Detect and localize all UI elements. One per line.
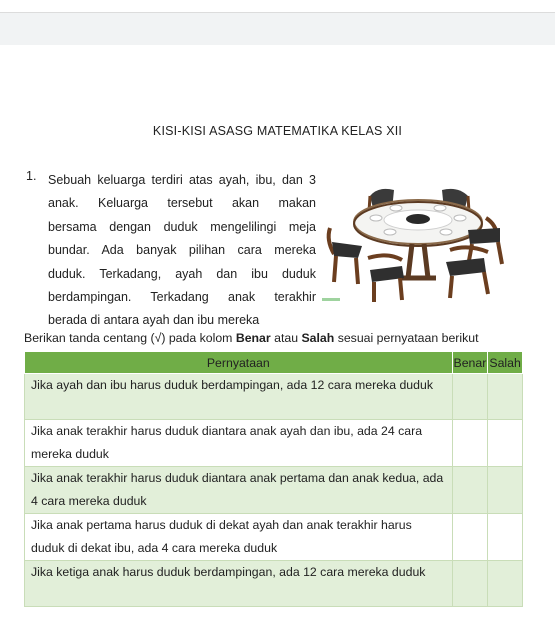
header-benar: Benar (452, 352, 488, 374)
benar-checkbox-cell[interactable] (452, 561, 488, 607)
instruction-suffix: sesuai pernyataan berikut (334, 331, 479, 345)
question-number: 1. (26, 169, 37, 183)
salah-checkbox-cell[interactable] (488, 467, 523, 514)
question-line: berada di antara ayah dan ibu mereka (48, 313, 260, 328)
benar-checkbox-cell[interactable] (452, 514, 488, 561)
statement-cell: Jika anak terakhir harus duduk diantara anak ayah dan ibu, ada 24 cara mereka duduk (25, 420, 453, 467)
instruction-text (24, 331, 544, 345)
table-row (25, 514, 523, 561)
top-bar (0, 0, 555, 12)
instruction-prefix: Berikan tanda centang (√) pada kolom (24, 331, 236, 345)
table-row (25, 467, 523, 514)
round-dining-table-image (318, 166, 518, 306)
statements-table (24, 351, 523, 607)
salah-checkbox-cell[interactable] (488, 420, 523, 467)
statement-cell: Jika ketiga anak harus duduk berdampingan, ada 12 cara mereka duduk (25, 561, 453, 607)
salah-checkbox-cell[interactable] (488, 561, 523, 607)
benar-checkbox-cell[interactable] (452, 420, 488, 467)
header-pernyataan: Pernyataan (25, 352, 453, 374)
question-line: Sebuah keluarga terdiri atas ayah, ibu, dan 3 (48, 173, 316, 187)
table-row (25, 420, 523, 467)
statement-cell: Jika anak terakhir harus duduk diantara anak pertama dan anak kedua, ada 4 cara mereka duduk (25, 467, 453, 514)
document-title: KISI-KISI ASASG MATEMATIKA KELAS XII (152, 124, 403, 138)
statement-cell: Jika ayah dan ibu harus duduk berdampingan, ada 12 cara mereka duduk (25, 374, 453, 420)
benar-checkbox-cell[interactable] (452, 467, 488, 514)
question-line: bersama dengan duduk mengelilingi meja (48, 219, 316, 234)
benar-checkbox-cell[interactable] (452, 374, 488, 420)
statement-cell: Jika anak pertama harus duduk di dekat ayah dan anak terakhir harus duduk di dekat ibu, ada 4 cara mereka duduk (25, 514, 453, 561)
chair-front-right (446, 247, 488, 298)
table-row (25, 561, 523, 607)
salah-checkbox-cell[interactable] (488, 514, 523, 561)
question-line: duduk. Terkadang, ayah dan ibu duduk (48, 266, 316, 281)
salah-checkbox-cell[interactable] (488, 374, 523, 420)
chair-front-left (368, 255, 404, 302)
toolbar-band (0, 12, 555, 45)
instruction-middle: atau (270, 331, 302, 345)
question-line: bundar. Ada banyak pilihan cara mereka (48, 243, 316, 258)
chair-left (329, 228, 362, 284)
hot-pot (406, 214, 430, 224)
instruction-salah: Salah (301, 331, 335, 345)
table-base (400, 244, 436, 278)
question-line: anak. Keluarga tersebut akan makan (48, 196, 316, 211)
header-salah: Salah (488, 352, 523, 374)
question-line: berdampingan. Terkadang anak terakhir (48, 290, 316, 305)
question-text (48, 169, 316, 333)
table-header-row (25, 352, 523, 374)
instruction-benar: Benar (235, 331, 271, 345)
table-row (25, 374, 523, 420)
